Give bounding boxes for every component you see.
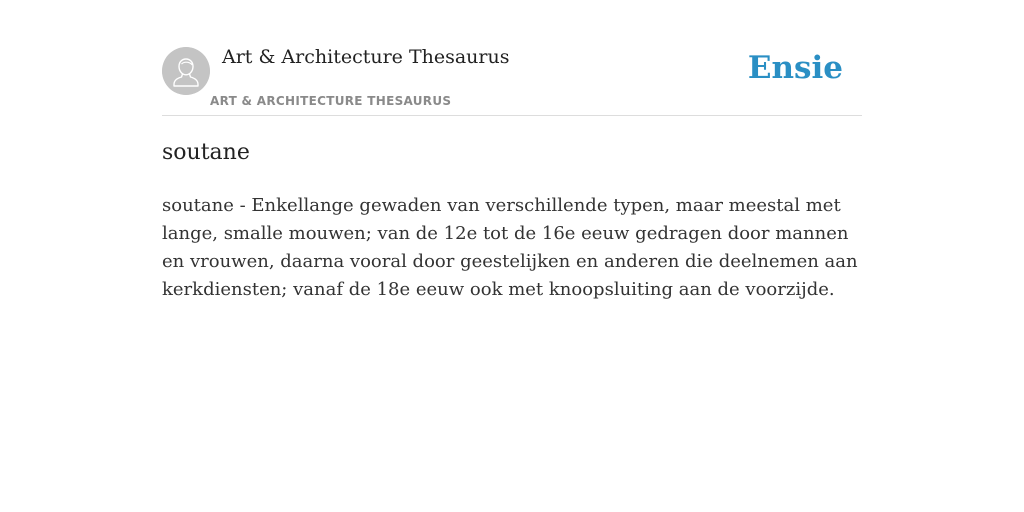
ensie-logo[interactable]: Ensie bbox=[747, 50, 843, 86]
entry-header bbox=[162, 0, 862, 116]
page-container bbox=[162, 0, 862, 512]
user-avatar-icon[interactable] bbox=[162, 47, 210, 95]
author-subtitle[interactable]: ART & ARCHITECTURE THESAURUS bbox=[210, 94, 452, 108]
author-name[interactable]: Art & Architecture Thesaurus bbox=[222, 46, 510, 68]
entry-definition: soutane - Enkellange gewaden van verschillende typen, maar meestal met lange, smalle mouwen; van de 12e tot de 16e eeuw gedragen door mannen en vrouwen, daarna vooral door geestelijken en anderen die deelnemen aan kerkdiensten; vanaf de 18e eeuw ook met knoopsluiting aan de voorzijde. bbox=[162, 195, 858, 300]
entry-title: soutane bbox=[162, 140, 250, 165]
avatar-silhouette bbox=[162, 47, 210, 95]
